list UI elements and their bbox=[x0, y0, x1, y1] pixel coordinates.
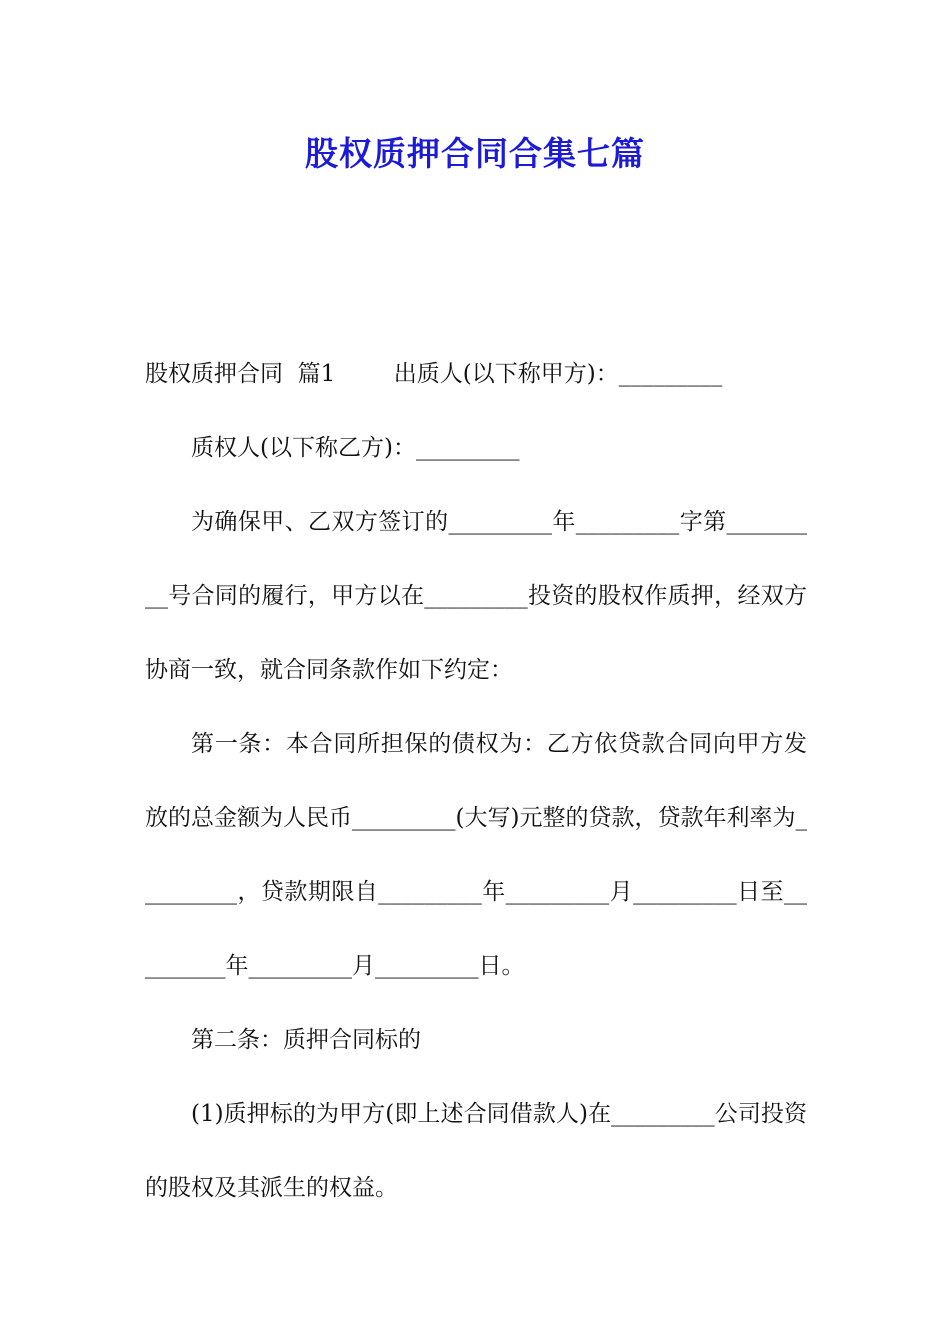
paragraph-article-2-item-1: (1)质押标的为甲方(即上述合同借款人)在_________公司投资的股权及其派生的权益。 bbox=[145, 1101, 807, 1201]
paragraph-preamble: 为确保甲、乙双方签订的_________年_________字第_________号合同的履行，甲方以在_________投资的股权作质押，经双方协商一致，就合同条款作如下约定： bbox=[145, 509, 807, 683]
document-title: 股权质押合同合集七篇 bbox=[305, 134, 645, 173]
paragraph-article-1: 第一条：本合同所担保的债权为：乙方依贷款合同向甲方发放的总金额为人民币_________(大写)元整的贷款，贷款年利率为_________，贷款期限自_________年_________月_________日至_________年_________月_________日。 bbox=[145, 731, 807, 979]
document-body bbox=[145, 337, 807, 1225]
paragraph-article-2: 第二条：质押合同标的 bbox=[191, 1027, 421, 1053]
paragraph-pledgee: 质权人(以下称乙方)：_________ bbox=[191, 435, 520, 461]
paragraph-heading-pledgor: 股权质押合同 篇1 出质人(以下称甲方)：_________ bbox=[145, 361, 723, 387]
